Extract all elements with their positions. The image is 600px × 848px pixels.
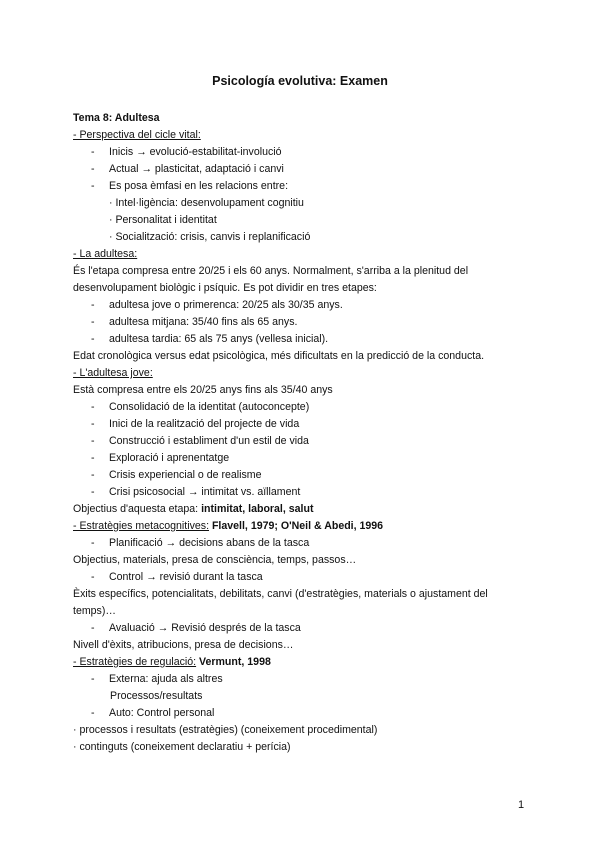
paragraph: · continguts (coneixement declaratiu + perícia) [73, 741, 291, 753]
dash-bullet: - [91, 673, 95, 685]
dash-bullet: - [91, 537, 95, 549]
list-item-continuation: Processos/resultats [110, 690, 203, 702]
section-heading-regulacio: - Estratègies de regulació: Vermunt, 1998 [73, 656, 271, 668]
document-body [73, 110, 533, 756]
dash-bullet: - [91, 452, 95, 464]
list-item: - Es posa èmfasi en les relacions entre: [73, 178, 533, 195]
section-authors: Flavell, 1979; O'Neil & Abedi, 1996 [209, 520, 384, 532]
list-item: - Exploració i aprenentatge [73, 450, 533, 467]
section-heading-adultesa-jove: - L'adultesa jove: [73, 367, 153, 379]
list-item: - Inicis → evolució-estabilitat-involució [73, 144, 533, 161]
dash-bullet: - [91, 707, 95, 719]
paragraph: És l'etapa compresa entre 20/25 i els 60 anys. Normalment, s'arriba a la plenitud del desenvolupament biològic i psíquic. Es pot dividir en tres etapes: [73, 265, 469, 294]
section-heading-metacognitives: - Estratègies metacognitives: Flavell, 1979; O'Neil & Abedi, 1996 [73, 520, 384, 532]
section-authors: Vermunt, 1998 [196, 656, 271, 668]
section-heading-cicle-vital: - Perspectiva del cicle vital: [73, 129, 201, 141]
paragraph: Està compresa entre els 20/25 anys fins als 35/40 anys [73, 384, 333, 396]
dash-bullet: - [91, 316, 95, 328]
list-item: - Control → revisió durant la tasca [73, 569, 533, 586]
dash-bullet: - [91, 401, 95, 413]
page-number: 1 [518, 799, 525, 811]
list-item: - Avaluació → Revisió després de la tasca [73, 620, 533, 637]
dash-bullet: - [91, 333, 95, 345]
paragraph: Èxits específics, potencialitats, debilitats, canvi (d'estratègies, materials o ajustament del temps)… [73, 588, 488, 617]
list-item: - Construcció i establiment d'un estil de vida [73, 433, 533, 450]
objectives-line: Objectius d'aquesta etapa: intimitat, laboral, salut [73, 503, 314, 515]
dash-bullet: - [91, 299, 95, 311]
sub-item: · Personalitat i identitat [109, 214, 217, 226]
dash-bullet: - [91, 571, 95, 583]
dash-bullet: - [91, 180, 95, 192]
topic-heading: Tema 8: Adultesa [73, 112, 160, 124]
list-item: - Crisis experiencial o de realisme [73, 467, 533, 484]
dash-bullet: - [91, 622, 95, 634]
list-item: - Inici de la realització del projecte de vida [73, 416, 533, 433]
section-heading-adultesa: - La adultesa: [73, 248, 138, 260]
dash-bullet: - [91, 163, 95, 175]
dash-bullet: - [91, 469, 95, 481]
sub-item: · Intel·ligència: desenvolupament cognitiu [109, 197, 304, 209]
dash-bullet: - [91, 486, 95, 498]
list-item: - Externa: ajuda als altres [73, 671, 533, 688]
objectives-value: intimitat, laboral, salut [201, 503, 314, 515]
sub-item: · Socialització: crisis, canvis i replanificació [109, 231, 311, 243]
dash-bullet: - [91, 435, 95, 447]
dash-bullet: - [91, 146, 95, 158]
dash-bullet: - [91, 418, 95, 430]
list-item: - adultesa jove o primerenca: 20/25 als 30/35 anys. [73, 297, 533, 314]
document-title: Psicología evolutiva: Examen [212, 74, 388, 88]
paragraph: Objectius, materials, presa de consciència, temps, passos… [73, 554, 357, 566]
paragraph: Nivell d'èxits, atribucions, presa de decisions… [73, 639, 294, 651]
list-item: - Planificació → decisions abans de la tasca [73, 535, 533, 552]
paragraph: · processos i resultats (estratègies) (coneixement procedimental) [73, 724, 378, 736]
list-item: - Crisi psicosocial → intimitat vs. aïllament [73, 484, 533, 501]
paragraph: Edat cronològica versus edat psicològica, més dificultats en la predicció de la conducta. [73, 350, 485, 362]
list-item: - Consolidació de la identitat (autoconcepte) [73, 399, 533, 416]
list-item: - adultesa mitjana: 35/40 fins als 65 anys. [73, 314, 533, 331]
list-item: - Auto: Control personal [73, 705, 533, 722]
list-item: - adultesa tardia: 65 als 75 anys (vellesa inicial). [73, 331, 533, 348]
list-item: - Actual → plasticitat, adaptació i canvi [73, 161, 533, 178]
